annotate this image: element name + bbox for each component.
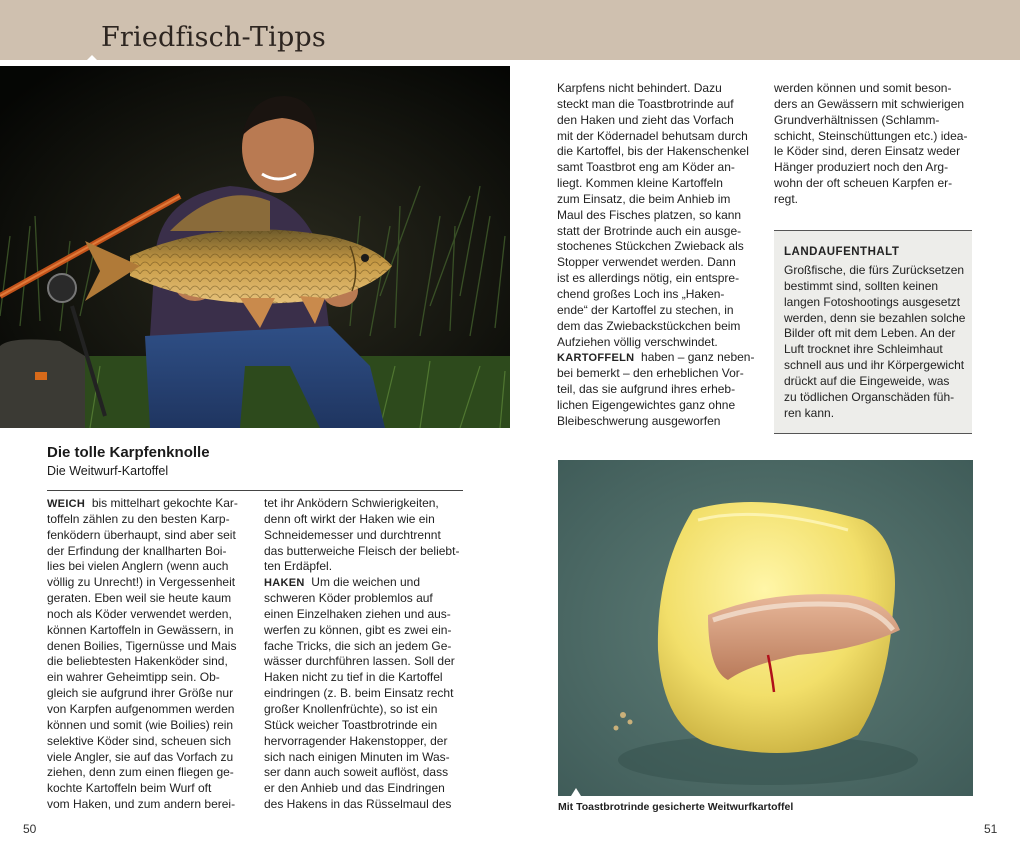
text-line: der Erfindung der knallharten Boi- (47, 543, 227, 558)
text-line: zu tödlichen Organschäden füh- (784, 389, 955, 404)
text-line: Großfische, die fürs Zurücksetzen (784, 263, 965, 277)
info-box-landaufenthalt (774, 230, 972, 434)
text-line: das butterweiche Fleisch der beliebt- (264, 543, 460, 558)
text-line: denn oft wirkt der Haken wie ein (264, 511, 435, 526)
lead-word-weich: WEICH (47, 498, 86, 510)
text-line: eindringen (z. B. beim Einsatz recht (264, 686, 454, 701)
text-line: le Köder sind, deren Einsatz weder (774, 144, 961, 159)
text-line: ziehen, denn zum einen fliegen ge- (47, 765, 234, 780)
text-line: tet ihr Anködern Schwierigkeiten, (264, 496, 439, 510)
text-line: völlig zu Unrecht!) in Vergessenheit (47, 575, 236, 590)
text-line: sich nach einigen Minuten im Was- (264, 749, 450, 764)
text-line: schweren Köder problemlos auf (264, 591, 433, 606)
text-line: KARTOFFELN haben – ganz neben- (557, 350, 755, 365)
text-line: stochenes Stückchen Zwieback als (557, 239, 744, 254)
text-line: von Karpfen aufgenommen werden (47, 701, 235, 716)
text-line: chend großes Loch ins „Haken- (557, 286, 725, 301)
text-line: langen Fotoshootings ausgesetzt (784, 294, 961, 309)
text-line: fache Tricks, die sich an jedem Ge- (264, 638, 452, 653)
text-line: ser dann auch soweit auflöst, dass (264, 765, 449, 780)
text-line: werfen zu können, gibt es zwei ein- (264, 622, 452, 637)
article-divider (47, 490, 463, 491)
info-box-body (784, 263, 965, 421)
text-line: drückt auf die Eingeweide, was (784, 373, 950, 388)
chapter-title: Friedfisch-Tipps (101, 22, 326, 53)
text-column-3 (557, 81, 762, 430)
text-line: Aufziehen völlig verschwindet. (557, 334, 718, 349)
text-line: samt Toastbrot eng am Köder an- (557, 160, 735, 175)
lead-word-haken: HAKEN (264, 577, 305, 590)
potato-bait-illustration (558, 460, 973, 796)
text-line: gleich sie aufgrund ihrer Größe nur (47, 686, 234, 701)
text-line: Luft trocknet ihre Schleimhaut (784, 342, 943, 357)
text-line: schicht, Steinschüttungen etc.) idea- (774, 128, 968, 143)
text-line: ten Erdäpfel. (264, 559, 333, 574)
text-line: regt. (774, 191, 799, 206)
text-line: Bleibeschwerung ausgeworfen (557, 413, 721, 428)
text-line: des Hakens in das Rüsselmaul des (264, 797, 452, 812)
text-column-2 (264, 496, 464, 813)
text-line: lies bei vielen Anglern (wenn auch (47, 559, 229, 574)
potato-bait-photo (558, 460, 973, 796)
text-line: werden, denn sie bezahlen solche (784, 310, 966, 325)
text-line: Schneidemesser und durchtrennt (264, 527, 441, 542)
text-line: viele Angler, sie auf das Vorfach zu (47, 749, 234, 764)
page-number-right: 51 (984, 822, 998, 836)
text-line: Stopper verwendet werden. Dann (557, 255, 736, 270)
text-line: mit der Ködernadel behutsam durch (557, 128, 748, 143)
lead-word-kartoffeln: KARTOFFELN (557, 352, 635, 365)
text-line: denen Boilies, Tigernüsse und Mais (47, 638, 237, 653)
text-line: er den Anhieb und das Eindringen (264, 781, 445, 796)
text-line: teil, das sie aufgrund ihres erheb- (557, 382, 736, 397)
text-line: noch als Köder verwendet werden, (47, 606, 232, 621)
text-line: schnell aus und ihr Körpergewicht (784, 358, 965, 373)
text-line: wässer durchführen lassen. Soll der (264, 654, 455, 669)
text-line: Bilder oft mit dem Leben. An der (784, 326, 956, 341)
text-line: liegt. Kommen kleine Kartoffeln (557, 176, 723, 191)
text-line: lichen Eigengewichtes ganz ohne (557, 397, 736, 412)
text-line: können und somit (wie Boilies) rein (47, 717, 234, 732)
text-line: die Kartoffel, bis der Hakenschenkel (557, 144, 749, 159)
text-line: Maul des Fisches platzen, so kann (557, 207, 742, 222)
text-line: kochte Kartoffeln beim Wurf oft (47, 781, 212, 796)
text-line: ist es allerdings nötig, ein entspre- (557, 271, 740, 286)
text-line: die beliebtesten Hakenköder sind, (47, 654, 228, 669)
text-line: einen Einzelhaken ziehen und aus- (264, 606, 451, 621)
text-line: ende“ der Kartoffel zu stechen, in (557, 302, 734, 317)
text-line: steckt man die Toastbrotrinde auf (557, 96, 734, 111)
text-line: großer Knollenfrüchte), so ist ein (264, 701, 438, 716)
text-line: statt der Brotrinde auch ein ausge- (557, 223, 742, 238)
text-line: Karpfens nicht behindert. Dazu (557, 81, 722, 95)
text-line: Stück weicher Toastbrotrinde ein (264, 717, 438, 732)
text-line: fenködern überhaupt, sind aber seit (47, 527, 236, 542)
text-line: können Kartoffeln in Gewässern, in (47, 622, 234, 637)
text-line: ders an Gewässern mit schwierigen (774, 96, 965, 111)
photo-caption: Mit Toastbrotrinde gesicherte Weitwurfkartoffel (558, 801, 794, 813)
text-line: ren kann. (784, 405, 835, 420)
text-line: selektive Köder sind, scheuen sich (47, 733, 232, 748)
text-line: Haken nicht zu tief in die Kartoffel (264, 670, 443, 685)
text-line: Hänger produziert noch den Arg- (774, 160, 949, 175)
text-line: bei bemerkt – den erheblichen Vor- (557, 366, 744, 381)
text-line: WEICH bis mittelhart gekochte Kar- (47, 496, 238, 510)
text-line: zum Einsatz, die beim Anhieb im (557, 191, 731, 206)
article-title: Die tolle Karpfenknolle (47, 444, 210, 461)
text-column-1 (47, 496, 247, 813)
text-line: HAKEN Um die weichen und (264, 575, 421, 590)
caption-notch (571, 788, 581, 796)
page-number-left: 50 (23, 822, 37, 836)
text-line: ein wahrer Geheimtipp sein. Ob- (47, 670, 220, 685)
text-line: bestimmt sind, sollten keinen (784, 278, 939, 293)
article-subtitle: Die Weitwurf-Kartoffel (47, 464, 169, 478)
text-line: Grundverhältnissen (Schlamm- (774, 112, 940, 127)
angler-carp-illustration (0, 66, 510, 428)
info-box-title: LANDAUFENTHALT (784, 246, 900, 258)
text-line: vom Haken, und zum andern berei- (47, 797, 236, 812)
text-line: den Haken und zieht das Vorfach (557, 112, 734, 127)
text-line: hervorragender Hakenstopper, der (264, 733, 448, 748)
text-line: dem das Zwiebackstückchen beim (557, 318, 741, 333)
text-line: geraten. Eben weil sie heute kaum (47, 591, 232, 606)
angler-carp-photo (0, 66, 510, 428)
text-line: toffeln zählen zu den besten Karp- (47, 511, 230, 526)
text-line: werden können und somit beson- (774, 81, 952, 95)
text-line: wohn der oft scheuen Karpfen er- (774, 176, 953, 191)
header-notch (85, 55, 99, 62)
text-column-4 (774, 81, 979, 208)
